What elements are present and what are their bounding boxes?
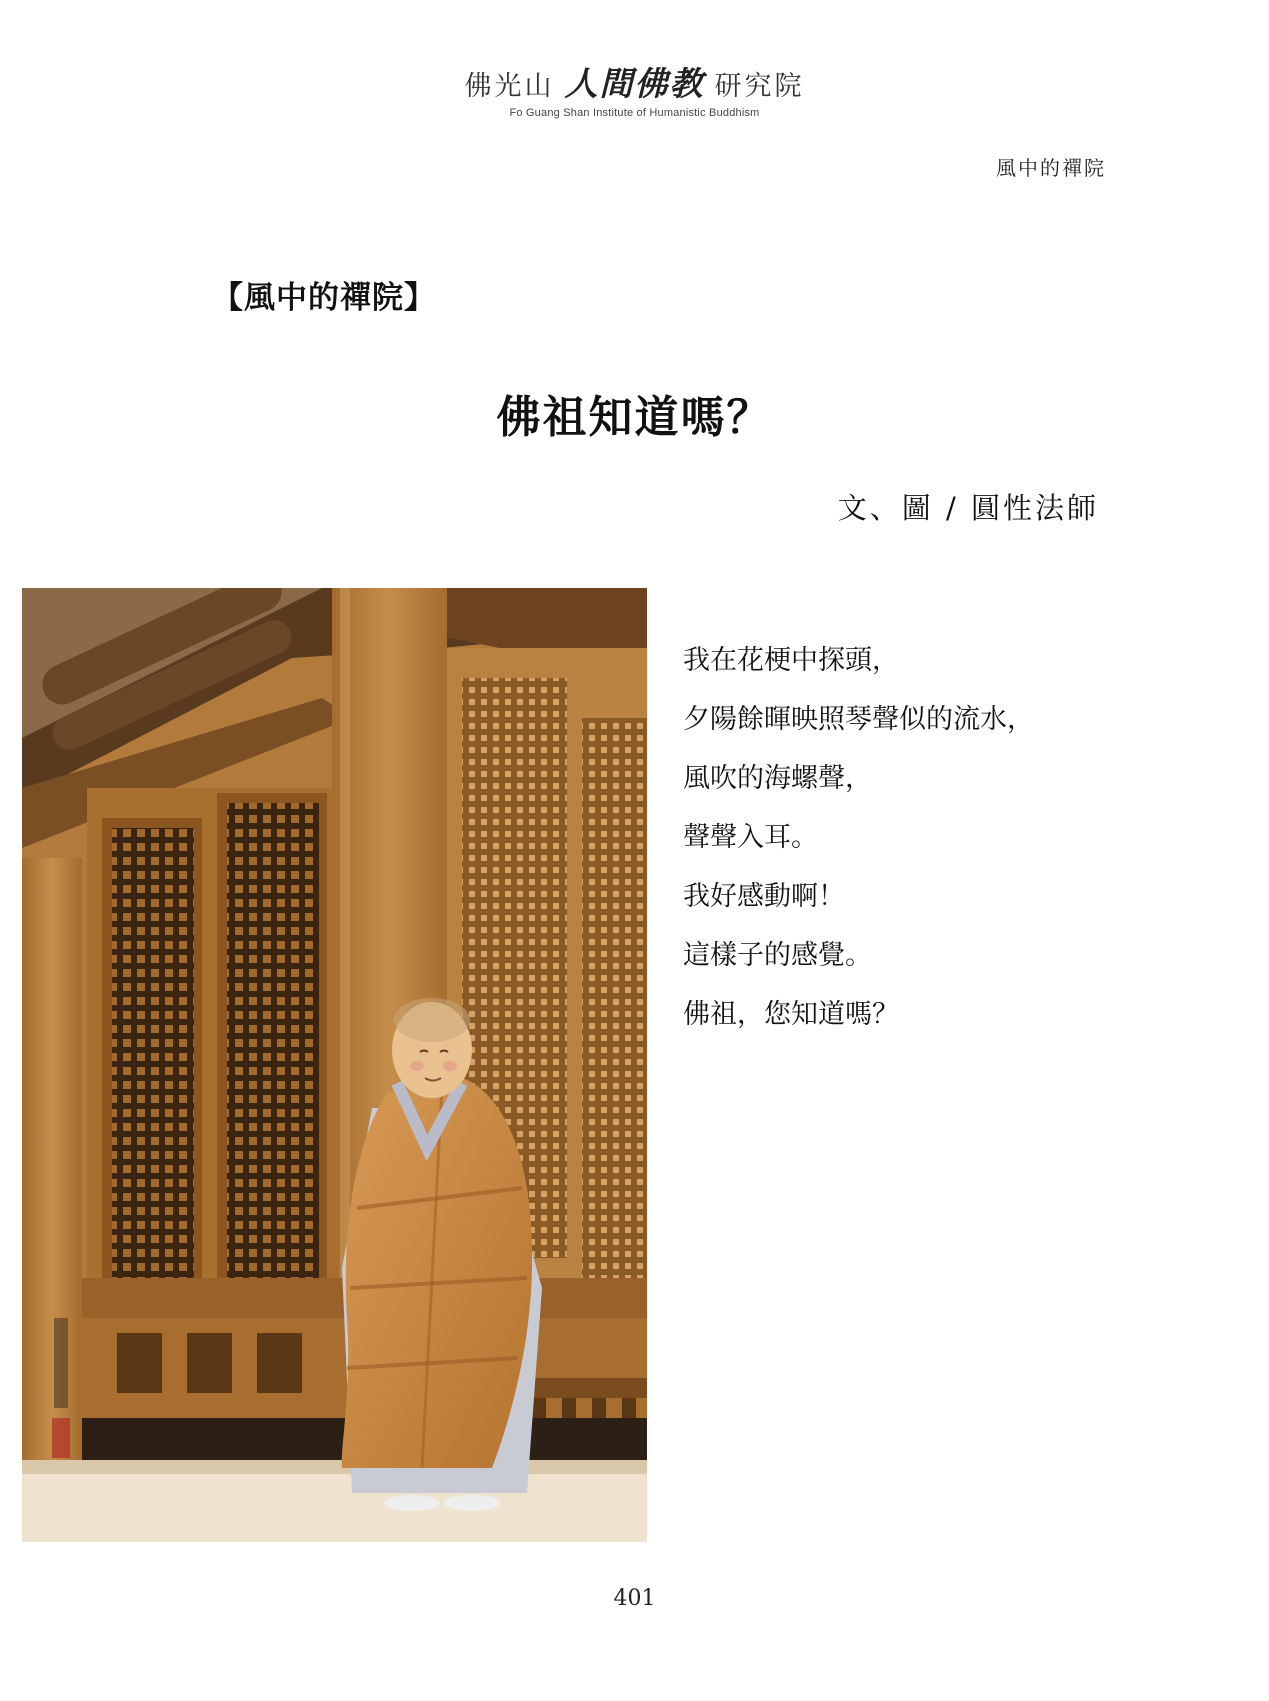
- logo-english: Fo Guang Shan Institute of Humanistic Buddhism: [509, 107, 760, 119]
- logo-chinese: [0, 58, 1269, 105]
- author-byline: 文、圖 / 圓性法師: [837, 491, 1099, 525]
- logo-text-left: 佛光山: [464, 71, 555, 102]
- logo-text-right: 研究院: [714, 71, 805, 102]
- poem-line: 我在花梗中探頭，: [683, 645, 899, 676]
- poem-line: 聲聲入耳。: [683, 822, 818, 853]
- poem-line: 這樣子的感覺。: [683, 940, 872, 971]
- page-title: 佛祖知道嗎？: [496, 392, 773, 443]
- section-title: 【風中的禪院】: [212, 280, 436, 316]
- poem-line: 我好感動啊！: [683, 881, 845, 912]
- running-header: 風中的禪院: [996, 156, 1106, 180]
- page-number: 401: [613, 1586, 656, 1611]
- poem-line: 風吹的海螺聲，: [683, 763, 872, 794]
- poem-line: 夕陽餘暉映照琴聲似的流水，: [683, 704, 1034, 735]
- poem-line: 佛祖，您知道嗎？: [683, 999, 899, 1030]
- monk-temple-illustration: [22, 588, 647, 1542]
- logo-text-brush: 人間佛教: [564, 64, 705, 103]
- poem: [683, 643, 1203, 1056]
- institute-logo: [0, 58, 1269, 119]
- artist-seal: [52, 1318, 70, 1458]
